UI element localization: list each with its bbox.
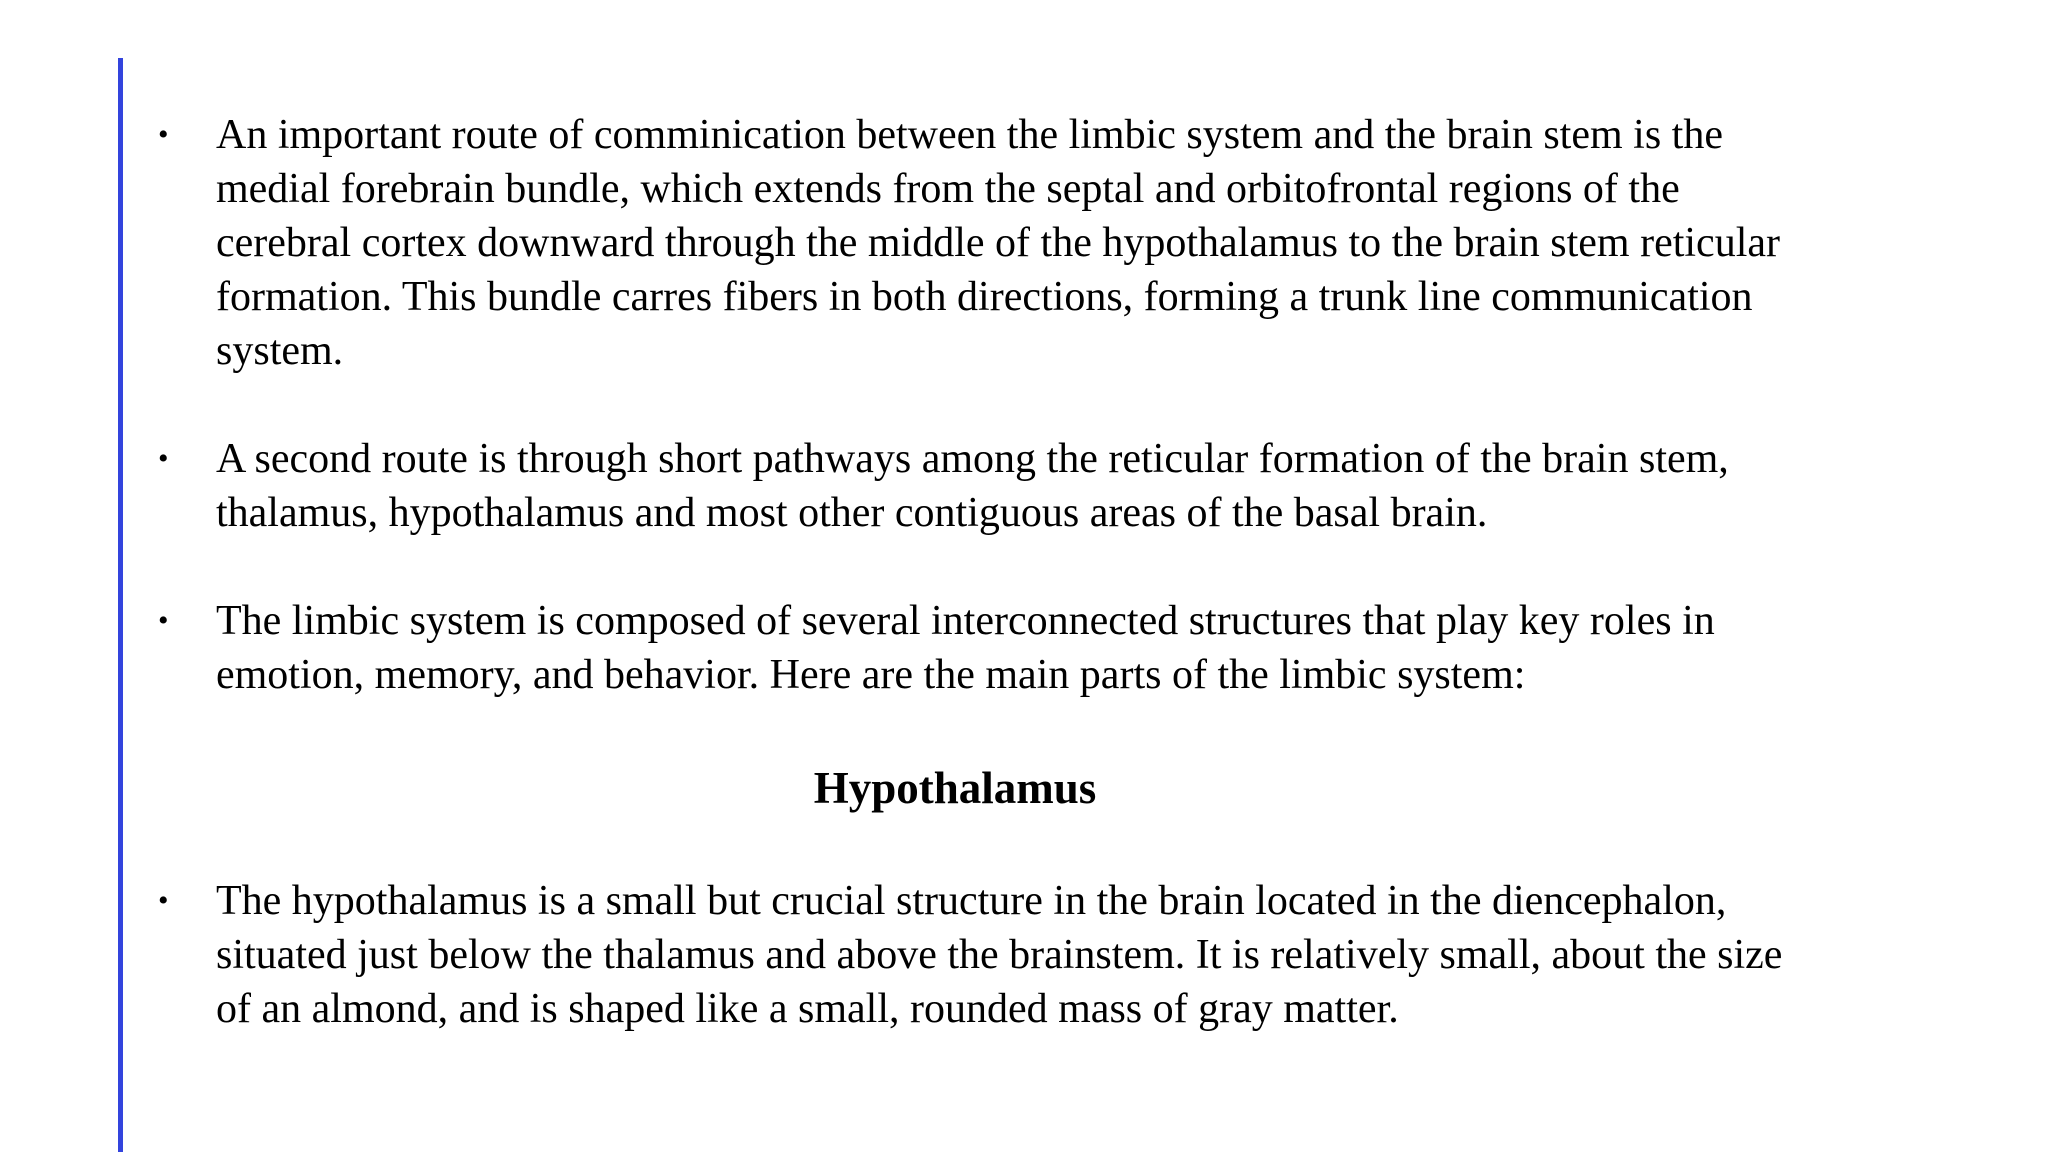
section-heading-text: Hypothalamus	[813, 763, 1097, 813]
section-heading	[150, 758, 1810, 818]
bullet-item	[150, 594, 1810, 702]
bullet-icon: •	[158, 442, 169, 475]
bullet-item	[150, 432, 1810, 540]
accent-bar	[118, 58, 123, 1152]
bullet-item	[150, 874, 1810, 1036]
bullet-text: The limbic system is composed of several interconnected structures that play key roles in emotion, memory, and behavior. Here are the main parts of the limbic system:	[216, 598, 1715, 698]
slide-content	[150, 108, 1810, 1036]
bullet-text: A second route is through short pathways among the reticular formation of the brain stem, thalamus, hypothalamus and most other contiguous areas of the basal brain.	[216, 436, 1729, 536]
bullet-text: An important route of comminication between the limbic system and the brain stem is the medial forebrain bundle, which extends from the septal and orbitofrontal regions of the cerebral cortex downward through the middle of the hypothalamus to the brain stem reticular formation. This bundle carres fibers in both directions, forming a trunk line communication system.	[216, 112, 1780, 374]
bullet-text: The hypothalamus is a small but crucial structure in the brain located in the diencephalon, situated just below the thalamus and above the brainstem. It is relatively small, about the size of an almond, and is shaped like a small, rounded mass of gray matter.	[216, 878, 1783, 1032]
bullet-item	[150, 108, 1810, 378]
bullet-icon: •	[158, 884, 169, 917]
bullet-icon: •	[158, 604, 169, 637]
bullet-icon: •	[158, 118, 169, 151]
